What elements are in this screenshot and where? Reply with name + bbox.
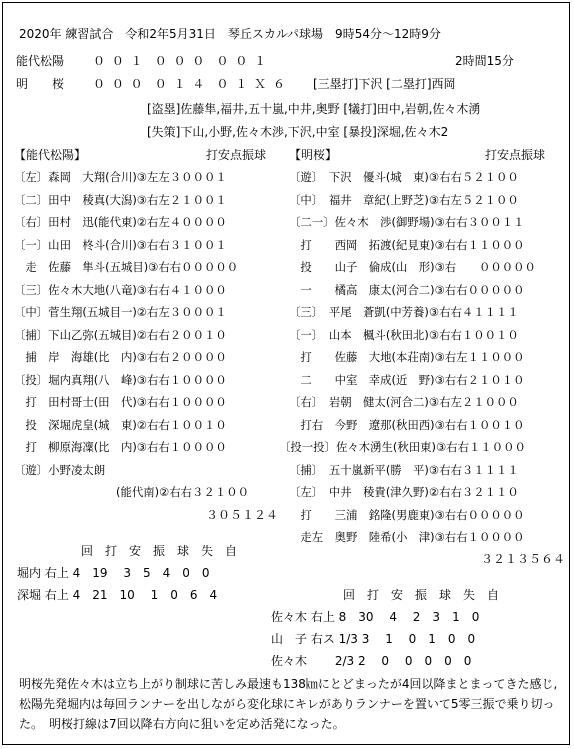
game-title: 2020年 練習試合 令和2年5月31日 琴丘スカルパ球場 9時54分～12時9分 xyxy=(19,27,441,41)
stolen-bases-sacrifices: [盗塁]佐藤隼,福井,五十嵐,中井,奥野 [犠打]田中,岩朝,佐々木湧 xyxy=(147,102,481,116)
right-team-label: 【明桜】 xyxy=(289,148,338,162)
left-player-row: 〔三〕佐々木大地(八竜)③右右４１０００ xyxy=(14,283,227,297)
right-player-row: 二 中室 幸成(近 野)③右右２１０１０ xyxy=(289,373,525,387)
scorecard-frame xyxy=(2,2,570,745)
right-pitching-header: 回 打 安 振 球 失 自 xyxy=(343,588,500,602)
linescore-team-noshiro: 能代松陽 xyxy=(16,54,65,68)
right-player-row: 〔中〕 福井 章紀(上野芝)③右左５２１００ xyxy=(289,193,519,207)
right-pitching-row: 佐々木 右上 8 30 4 2 3 1 0 xyxy=(271,610,480,624)
right-player-row: 打 佐藤 大地(本荘南)③右左１１０００ xyxy=(289,350,525,364)
game-summary: 明桜先発佐々木は立ち上がり制球に苦しみ最速も138㎞にとどまったが4回以降まとまってきた感じ,松陽先発堀内は毎回ランナーを出しながら変化球にキレがありランナーを置いて5零三振で乗り切った。 明桜打線は7回以降右方向に狙いを定め活発になった。 xyxy=(19,677,558,731)
right-player-row: 打 三浦 銘隆(男鹿東)③右右０００００ xyxy=(289,508,525,522)
right-player-row: 〔遊〕 下沢 優斗(城 東)③右右５２１００ xyxy=(289,170,519,184)
right-player-row: 打 西岡 拓渡(紀見東)③右右１１０００ xyxy=(289,238,525,252)
left-player-row: 走 佐藤 隼斗(五城目)③右右０００００ xyxy=(14,260,239,274)
right-stats-header: 打安点振球 xyxy=(485,148,546,162)
left-player-row: 打 田村哥士(田 代)③右右１００００ xyxy=(14,395,227,409)
left-player-row: 打 柳原海凜(比 内)③右右１００００ xyxy=(14,440,227,454)
left-pitching-header: 回 打 安 振 球 失 自 xyxy=(81,544,238,558)
right-player-row: 走左 奥野 陸希(小 津)③右右１００００ xyxy=(289,530,525,544)
right-player-row: 〔左〕 中井 稜貴(津久野)②右右３２１１０ xyxy=(289,485,519,499)
left-player-row: 〔二〕田中 稜真(大潟)③右左２１００１ xyxy=(14,193,227,207)
left-player-row: 〔左〕森岡 大翔(合川)③左左３０００１ xyxy=(14,170,227,184)
errors-wild-pitches: [失策]下山,小野,佐々木渉,下沢,中室 [暴投]深堀,佐々木2 xyxy=(147,125,449,139)
left-player-row: 捕 岸 海雄(比 内)③右右２００００ xyxy=(14,350,227,364)
left-team-label: 【能代松陽】 xyxy=(14,148,87,162)
right-player-row: 〔捕〕 五十嵐新平(勝 平)③右右３１１１１ xyxy=(289,463,519,477)
right-batting-totals: ３２１３５６４ xyxy=(481,552,566,566)
right-player-row: 〔投一投〕佐々木湧生(秋田東)③右右１１０００ xyxy=(279,440,526,454)
linescore-innings-noshiro: ０ ０ １ ０ ０ ０ ０ ０ １ xyxy=(93,54,268,68)
extra-base-hits: [三塁打]下沢 [二塁打]西岡 xyxy=(313,77,456,91)
right-player-row: 〔三〕 平尾 蒼凱(中芳養)③右右４１１１１ xyxy=(289,305,519,319)
right-player-row: 〔右〕 岩朝 健太(河合二)③右左２１０００ xyxy=(289,395,519,409)
left-pitching-row: 堀内 右上 4 19 3 5 4 0 0 xyxy=(17,566,210,580)
right-player-row: 打右 今野 遼那(秋田西)③右右１００１０ xyxy=(289,418,525,432)
left-stats-header: 打安点振球 xyxy=(206,148,267,162)
left-player-row: 〔中〕菅生翔(五城目一)②右左３０００１ xyxy=(14,305,227,319)
game-duration: 2時間15分 xyxy=(455,54,514,68)
left-player-row: 〔遊〕小野凌太朗 xyxy=(14,463,106,477)
left-player-continued-stats: (能代南)②右右３２１００ xyxy=(116,485,250,499)
linescore-team-meio: 明 桜 xyxy=(16,77,65,91)
left-batting-totals: ３０５１２４ xyxy=(206,508,279,522)
left-player-row: 〔一〕山田 柊斗(合川)③右右３１００１ xyxy=(14,238,227,252)
right-pitching-row: 山 子 右ス 1/3 3 1 0 1 0 0 xyxy=(271,632,476,646)
linescore-innings-meio: ０ ０ ０ ０ １ ４ ０ １ Ｘ ６ xyxy=(93,77,287,91)
left-player-row: 〔右〕田村 迅(能代東)②右左４００００ xyxy=(14,215,227,229)
right-player-row: 一 橘高 康太(河合二)③右右０００００ xyxy=(289,283,525,297)
left-player-row: 投 深堀虎皇(城 東)②右右１００１０ xyxy=(14,418,227,432)
right-player-row: 〔一〕 山本 楓斗(秋田北)③右右１００１０ xyxy=(289,328,519,342)
right-player-row: 投 山子 倫成(山 形)③右 ０００００ xyxy=(289,260,536,274)
right-pitching-row: 佐々木 2/3 2 0 0 0 0 0 xyxy=(271,654,472,668)
left-pitching-row: 深堀 右上 4 21 10 1 0 6 4 xyxy=(17,588,218,602)
left-player-row: 〔捕〕下山乙弥(五城目)②右右２００１０ xyxy=(14,328,227,342)
right-player-row: 〔二一〕佐々木 渉(御野場)③右右３００１１ xyxy=(289,215,525,229)
left-player-row: 〔投〕堀内真翔(八 峰)③右右１００００ xyxy=(14,373,227,387)
